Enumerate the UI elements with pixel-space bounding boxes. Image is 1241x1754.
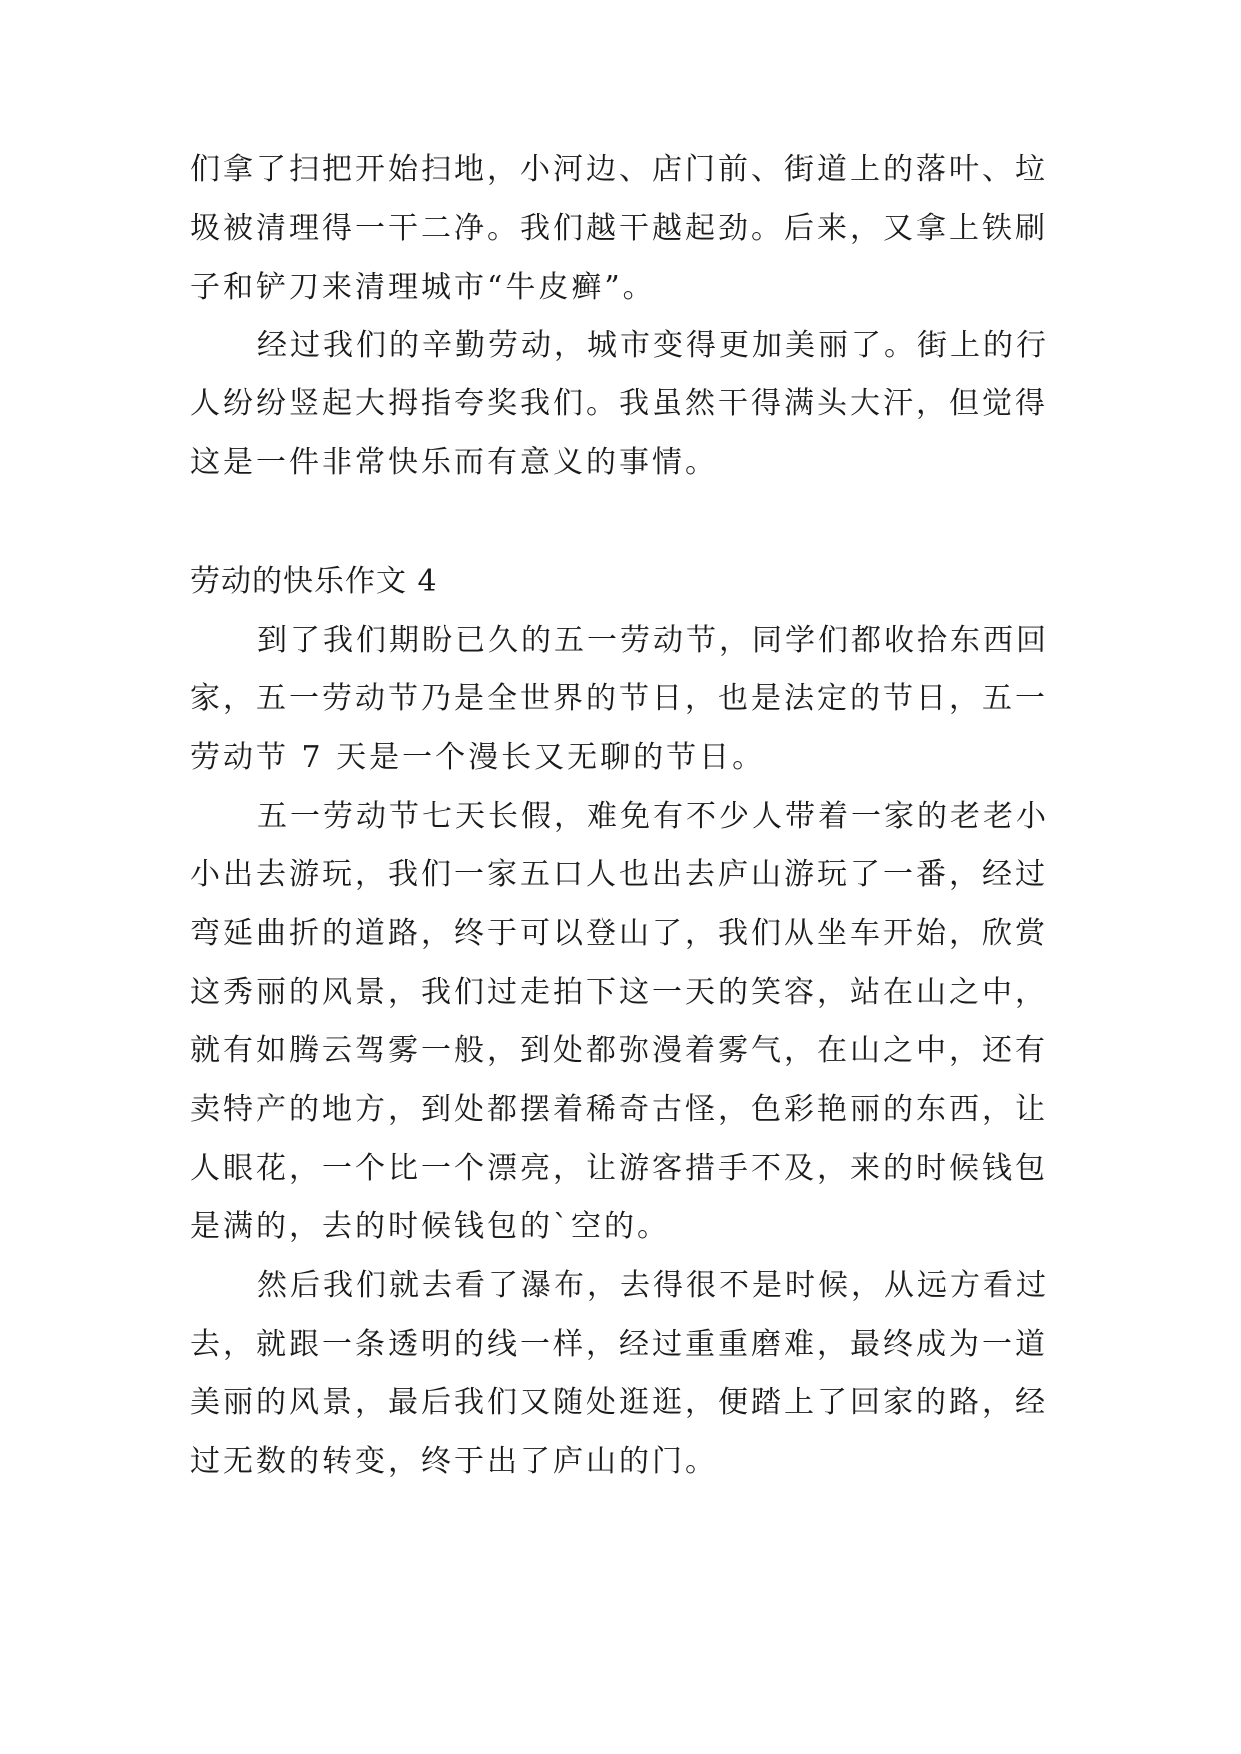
paragraph-line: 然后我们就去看了瀑布，去得很不是时候，从远方看过 (257, 1268, 1049, 1303)
paragraph-line: 家，五一劳动节乃是全世界的节日，也是法定的节日，五一 (190, 681, 1048, 716)
paragraph-line: 五一劳动节七天长假，难免有不少人带着一家的老老小 (257, 799, 1049, 834)
paragraph-line: 经过我们的辛勤劳动，城市变得更加美丽了。街上的行 (257, 328, 1049, 363)
paragraph-line: 人眼花，一个比一个漂亮，让游客措手不及，来的时候钱包 (190, 1151, 1048, 1186)
section-heading: 劳动的快乐作文 4 (190, 564, 438, 599)
paragraph-line: 卖特产的地方，到处都摆着稀奇古怪，色彩艳丽的东西，让 (190, 1092, 1048, 1127)
paragraph-line: 弯延曲折的道路，终于可以登山了，我们从坐车开始，欣赏 (190, 916, 1048, 951)
paragraph-line: 到了我们期盼已久的五一劳动节，同学们都收拾东西回 (257, 623, 1049, 658)
paragraph-line: 这是一件非常快乐而有意义的事情。 (190, 445, 718, 480)
paragraph-line: 就有如腾云驾雾一般，到处都弥漫着雾气，在山之中，还有 (190, 1033, 1048, 1068)
paragraph-line: 劳动节 7 天是一个漫长又无聊的节日。 (190, 740, 766, 775)
paragraph-line: 这秀丽的风景，我们过走拍下这一天的笑容，站在山之中， (190, 975, 1048, 1010)
paragraph-line: 去，就跟一条透明的线一样，经过重重磨难，最终成为一道 (190, 1327, 1048, 1362)
paragraph-line: 美丽的风景，最后我们又随处逛逛，便踏上了回家的路，经 (190, 1385, 1048, 1420)
paragraph-line: 圾被清理得一干二净。我们越干越起劲。后来，又拿上铁刷 (190, 211, 1048, 246)
paragraph-line: 小出去游玩，我们一家五口人也出去庐山游玩了一番，经过 (190, 857, 1048, 892)
paragraph-line: 是满的，去的时候钱包的`空的。 (190, 1209, 670, 1244)
paragraph-line: 人纷纷竖起大拇指夸奖我们。我虽然干得满头大汗，但觉得 (190, 386, 1048, 421)
paragraph-line: 们拿了扫把开始扫地，小河边、店门前、街道上的落叶、垃 (190, 152, 1048, 187)
paragraph-line: 子和铲刀来清理城市“牛皮癣”。 (190, 270, 656, 305)
paragraph-line: 过无数的转变，终于出了庐山的门。 (190, 1444, 718, 1479)
